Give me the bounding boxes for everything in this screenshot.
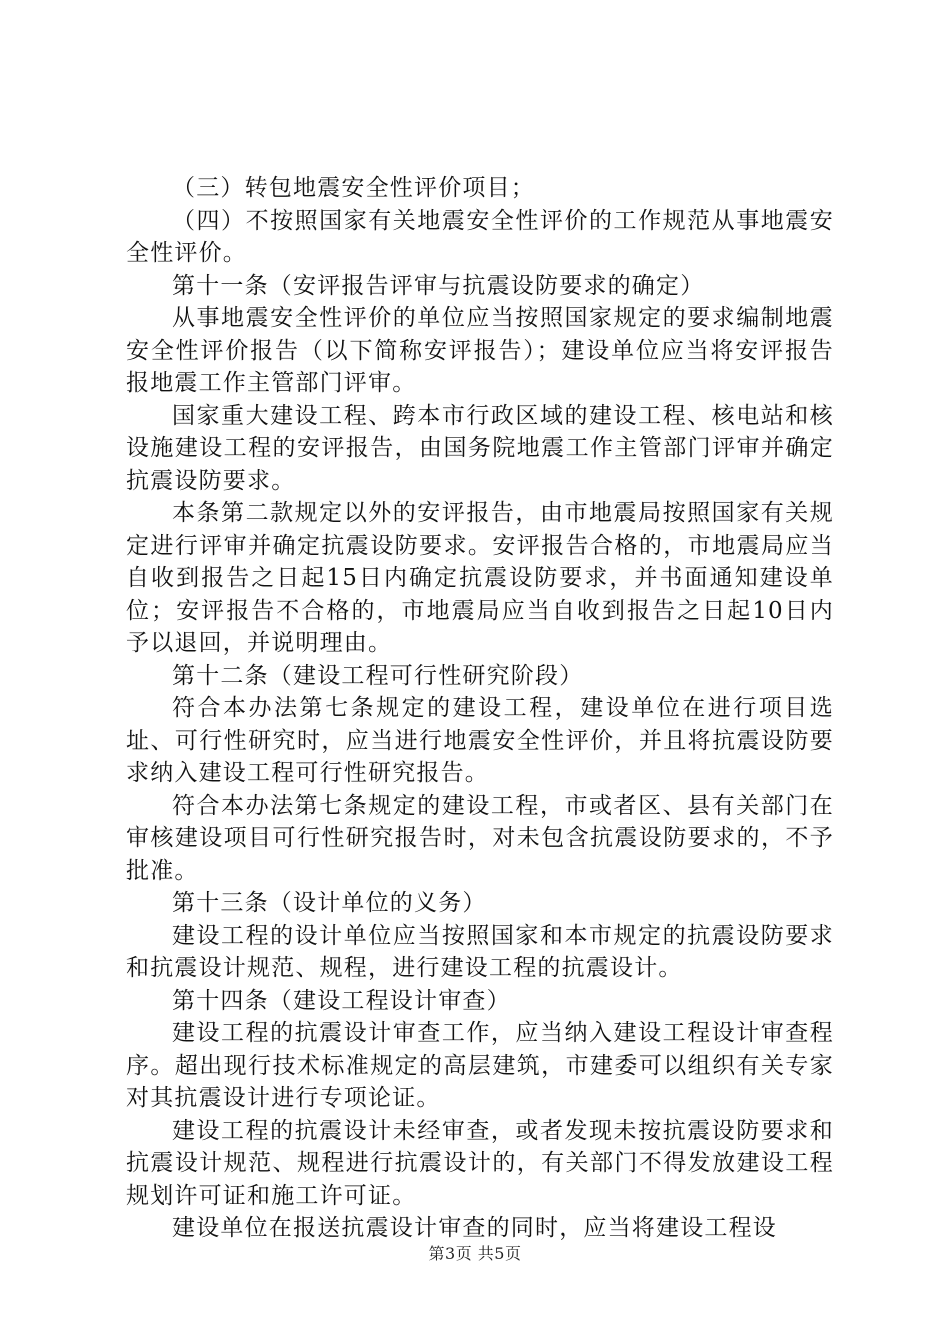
- paragraph: 国家重大建设工程、跨本市行政区域的建设工程、核电站和核设施建设工程的安评报告，由国务院地震工作主管部门评审并确定抗震设防要求。: [126, 402, 834, 494]
- article-heading: 第十四条（建设工程设计审查）: [172, 987, 511, 1014]
- document-body: [126, 172, 834, 1245]
- paragraph: 符合本办法第七条规定的建设工程，市或者区、县有关部门在审核建设项目可行性研究报告时，对未包含抗震设防要求的，不予批准。: [126, 792, 834, 884]
- paragraph: 建设工程的设计单位应当按照国家和本市规定的抗震设防要求和抗震设计规范、规程，进行建设工程的抗震设计。: [126, 922, 834, 981]
- article-heading: 第十一条（安评报告评审与抗震设防要求的确定）: [172, 272, 705, 299]
- paragraph: 本条第二款规定以外的安评报告，由市地震局按照国家有关规定进行评审并确定抗震设防要求。安评报告合格的，市地震局应当自收到报告之日起15日内确定抗震设防要求，并书面通知建设单位；安评报告不合格的，市地震局应当自收到报告之日起10日内予以退回，并说明理由。: [126, 500, 834, 656]
- paragraph: 符合本办法第七条规定的建设工程，建设单位在进行项目选址、可行性研究时，应当进行地震安全性评价，并且将抗震设防要求纳入建设工程可行性研究报告。: [126, 695, 834, 786]
- paragraph: 从事地震安全性评价的单位应当按照国家规定的要求编制地震安全性评价报告（以下简称安评报告）；建设单位应当将安评报告报地震工作主管部门评审。: [126, 305, 834, 396]
- paragraph: 建设单位在报送抗震设计审查的同时，应当将建设工程设: [172, 1215, 777, 1241]
- paragraph: （三）转包地震安全性评价项目；: [172, 175, 535, 201]
- article-heading: 第十二条（建设工程可行性研究阶段）: [172, 662, 584, 689]
- paragraph: （四）不按照国家有关地震安全性评价的工作规范从事地震安全性评价。: [126, 207, 834, 266]
- paragraph: 建设工程的抗震设计审查工作，应当纳入建设工程设计审查程序。超出现行技术标准规定的高层建筑，市建委可以组织有关专家对其抗震设计进行专项论证。: [126, 1020, 834, 1111]
- article-heading: 第十三条（设计单位的义务）: [172, 890, 487, 916]
- paragraph: 建设工程的抗震设计未经审查，或者发现未按抗震设防要求和抗震设计规范、规程进行抗震设计的，有关部门不得发放建设工程规划许可证和施工许可证。: [126, 1117, 834, 1209]
- page-footer: 第3页 共5页: [428, 1244, 522, 1263]
